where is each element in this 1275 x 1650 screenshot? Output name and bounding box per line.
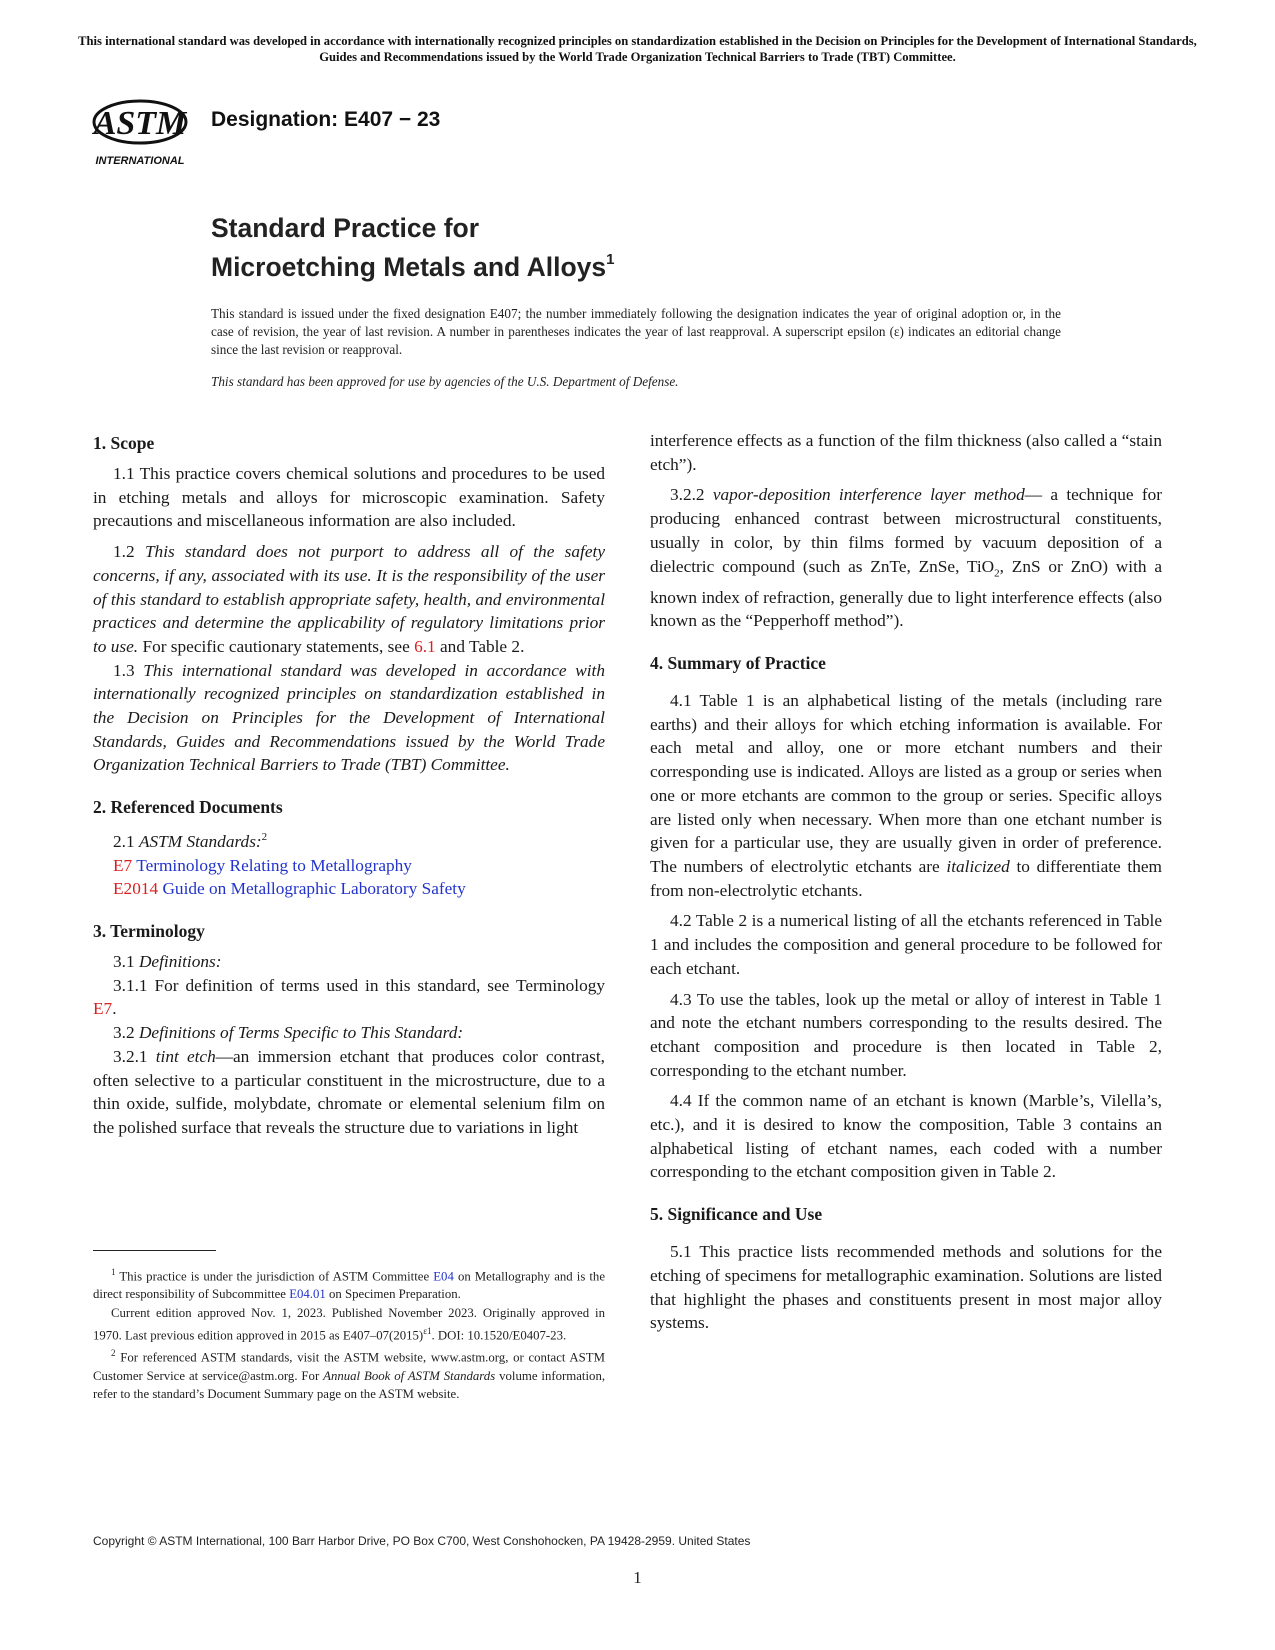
para-4-4: 4.4 If the common name of an etchant is known (Marble’s, Vilella’s, etc.), and it is desired to know the composition, Table 3 contains an alphabetical listing of etchant names, each coded with a number corresponding to the etchant composition given in Table 2. xyxy=(650,1091,1162,1182)
para-3-2: 3.2 Definitions of Terms Specific to This Standard: xyxy=(113,1023,464,1043)
footnote-1: $^1$ This practice is under the jurisdiction of ASTM Committee E04 on Metallography and is the direct responsibility of Subcommittee E04.01 on Specimen Preparation. xyxy=(93,1267,606,1302)
section-5-heading: 5. Significance and Use xyxy=(650,1204,823,1225)
para-3-2-1-continued: interference effects as a function of the film thickness (also called a “stain etch”). xyxy=(650,431,1162,474)
para-2-1: 2.1 ASTM Standards:$^2$ xyxy=(113,831,268,851)
section-1-heading: 1. Scope xyxy=(93,433,155,453)
tbt-notice: This international standard was developed in accordance with internationally recognized principles on standardization established in the Decision on Principles for the Development of International Standards, Guides and Recommendations issued by the World Trade Organization Technical Barriers to Trade (TBT) Committee. xyxy=(78,34,1197,64)
section-3-heading: 3. Terminology xyxy=(93,921,205,942)
logo-subtext: INTERNATIONAL xyxy=(95,155,185,167)
title-line-2 xyxy=(211,244,614,283)
page-number: 1 xyxy=(633,1568,642,1587)
ref-e2014[interactable]: E2014 Guide on Metallographic Laboratory Safety xyxy=(113,879,466,899)
astm-logo xyxy=(90,84,192,174)
copyright: Copyright © ASTM International, 100 Barr Harbor Drive, PO Box C700, West Conshohocken, PA 19428-2959. United States xyxy=(93,1534,751,1548)
para-4-1: 4.1 Table 1 is an alphabetical listing of the metals (including rare earths) and their alloys for which etching information is available. For each metal and alloy, one or more etchant numbers and their corresponding use is indicated. Alloys are listed as a group or series when one or more etchants are common to the group or series. Specific alloys are listed only when necessary. When more than one etchant number is given for a particular use, they are usually given in order of preference. The numbers of electrolytic etchants are italicized to differentiate them from non-electrolytic etchants. xyxy=(650,691,1162,900)
footnote-rule xyxy=(93,1250,216,1251)
footnotes xyxy=(93,1263,605,1403)
issued-note: This standard is issued under the fixed designation E407; the number immediately following the designation indicates the year of original adoption or, in the case of revision, the year of last revision. A number in parentheses indicates the year of last reapproval. A superscript epsilon (ε) indicates an editorial change since the last revision or reapproval. xyxy=(211,306,1061,357)
para-4-3: 4.3 To use the tables, look up the metal or alloy of interest in Table 1 and note the etchant numbers corresponding to the results desired. The etchant composition and procedure is then located in Table 2, corresponding to the etchant number. xyxy=(650,989,1162,1080)
section-2-heading: 2. Referenced Documents xyxy=(93,797,283,818)
document-title xyxy=(211,212,614,283)
para-1-3: 1.3 This international standard was developed in accordance with internationally recognized principles on standardization established in the Decision on Principles for the Development of International Standards, Guides and Recommendations issued by the World Trade Organization Technical Barriers to Trade (TBT) Committee. xyxy=(93,660,605,775)
title-footnote-mark: 1 xyxy=(606,251,615,268)
link-e04[interactable]: E04 xyxy=(433,1269,454,1284)
title-main: Microetching Metals and Alloys xyxy=(211,252,607,282)
ref-e7[interactable]: E7 Terminology Relating to Metallography xyxy=(113,855,412,875)
designation: Designation: E407 − 23 xyxy=(211,108,441,131)
section-4-heading: 4. Summary of Practice xyxy=(650,653,826,674)
link-e04-01[interactable]: E04.01 xyxy=(289,1287,326,1302)
footnote-2: $^2$ For referenced ASTM standards, visit the ASTM website, www.astm.org, or contact ASTM Customer Service at service@astm.org. For Annual Book of ASTM Standards volume information, refer to the standard’s Document Summary page on the ASTM website. xyxy=(93,1348,606,1402)
right-column xyxy=(650,429,1162,1335)
dod-approval-note: This standard has been approved for use by agencies of the U.S. Department of Defense. xyxy=(211,374,679,389)
left-column xyxy=(93,431,605,1140)
para-3-2-1: 3.2.1 tint etch—an immersion etchant that produces color contrast, often selective to a particular constituent in the microstructure, due to a thin oxide, sulfide, molybdate, chromate or elemental selenium film on the polished surface that reveals the structure due to variations in light xyxy=(93,1046,605,1137)
para-3-1-1: 3.1.1 For definition of terms used in this standard, see Terminology E7. xyxy=(93,975,605,1019)
title-line-1: Standard Practice for xyxy=(211,213,480,243)
para-4-2: 4.2 Table 2 is a numerical listing of all the etchants referenced in Table 1 and includes the composition and general procedure to be followed for each etchant. xyxy=(650,911,1162,978)
link-e7[interactable]: E7 xyxy=(93,999,113,1019)
link-6-1[interactable]: 6.1 xyxy=(414,636,436,656)
para-3-1: 3.1 Definitions: xyxy=(113,952,222,972)
logo-wordmark: ASTM xyxy=(93,105,187,142)
footnote-1-edition: Current edition approved Nov. 1, 2023. Published November 2023. Originally approved in 1970. Last previous edition approved in 2015 as $E407-07(2015)^{\varepsilon 1}$. DOI: 10.1520/E0407-23. xyxy=(93,1305,605,1343)
para-1-2: 1.2 This standard does not purport to address all of the safety concerns, if any, associated with its use. It is the responsibility of the user of this standard to establish appropriate safety, health, and environmental practices and determine the applicability of regulatory limitations prior to use. For specific cautionary statements, see 6.1 and Table 2. xyxy=(93,542,605,656)
para-5-1: 5.1 This practice lists recommended methods and solutions for the etching of specimens for metallographic examination. Solutions are listed that highlight the phases and constituents present in most major alloy systems. xyxy=(650,1242,1162,1333)
para-1-1: 1.1 This practice covers chemical solutions and procedures to be used in etching metals and alloys for microscopic examination. Safety precautions and miscellaneous information are also included. xyxy=(93,464,605,531)
para-3-2-2: 3.2.2 vapor-deposition interference layer method— a technique for producing enhanced contrast between microstructural constituents, usually in color, by thin films formed by vacuum deposition of a dielectric compound (such as ZnTe, ZnSe, TiO$_2$, ZnS or ZnO) with a known index of refraction, generally due to light interference effects (also known as the “Pepperhoff method”). xyxy=(650,485,1162,631)
